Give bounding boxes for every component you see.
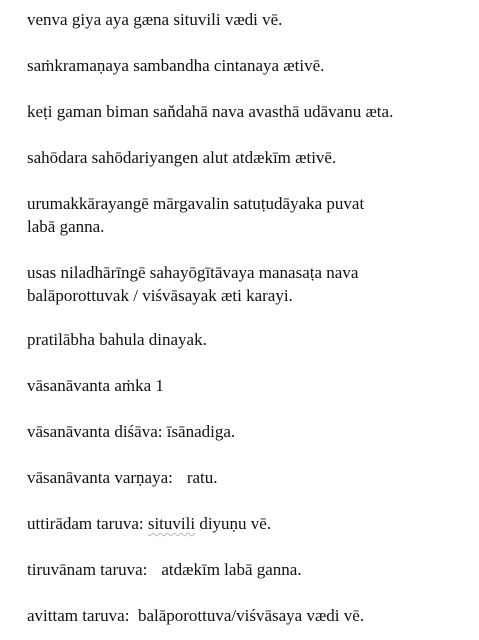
lucky-color [27,466,467,489]
text-line: vāsanāvanta aṁka 1 [27,376,164,395]
uttiradam-star [27,512,467,535]
text-line: urumakkārayangē mārgavalin satuṭudāyaka puvat [27,194,365,213]
field-label: vāsanāvanta diśāva: [27,422,163,441]
paragraph-3 [27,100,467,123]
field-label: avittam taruva: [27,606,130,625]
text-line: saṁkramaṇaya sambandha cintanaya ætivē. [27,56,325,75]
text-line: venva giya aya gæna situvili vædi vē. [27,10,283,29]
spellcheck-marked-word: situvili [147,514,196,533]
field-value: balāporottuva/viśvāsaya vædi vē. [137,606,365,625]
paragraph-7 [27,328,467,351]
text-line: keṭi gaman biman saňdahā nava avasthā udāvanu æta. [27,102,394,121]
paragraph-5 [27,192,467,238]
field-value: diyuṇu vē. [195,514,272,533]
lucky-direction [27,420,467,443]
avittam-star [27,604,467,627]
field-value: atdækīm labā ganna. [161,560,302,579]
field-value: ratu. [186,468,218,487]
field-label: uttirādam taruva: [27,514,144,533]
tiruvanam-star [27,558,467,581]
field-label: vāsanāvanta varṇaya: [27,468,173,487]
paragraph-8 [27,374,467,397]
text-line: labā ganna. [27,217,105,236]
paragraph-2 [27,54,467,77]
paragraph-1 [27,8,467,31]
paragraph-6 [27,261,467,307]
paragraph-4 [27,146,467,169]
text-line: sahōdara sahōdariyangen alut atdækīm ætivē. [27,148,337,167]
text-line: usas niladhārīngē sahayōgītāvaya manasaṭa nava [27,263,359,282]
text-line: balāporottuvak / viśvāsayak æti karayi. [27,286,293,305]
text-line: pratilābha bahula dinayak. [27,330,207,349]
field-label: tiruvānam taruva: [27,560,148,579]
field-value: īsānadiga. [166,422,236,441]
